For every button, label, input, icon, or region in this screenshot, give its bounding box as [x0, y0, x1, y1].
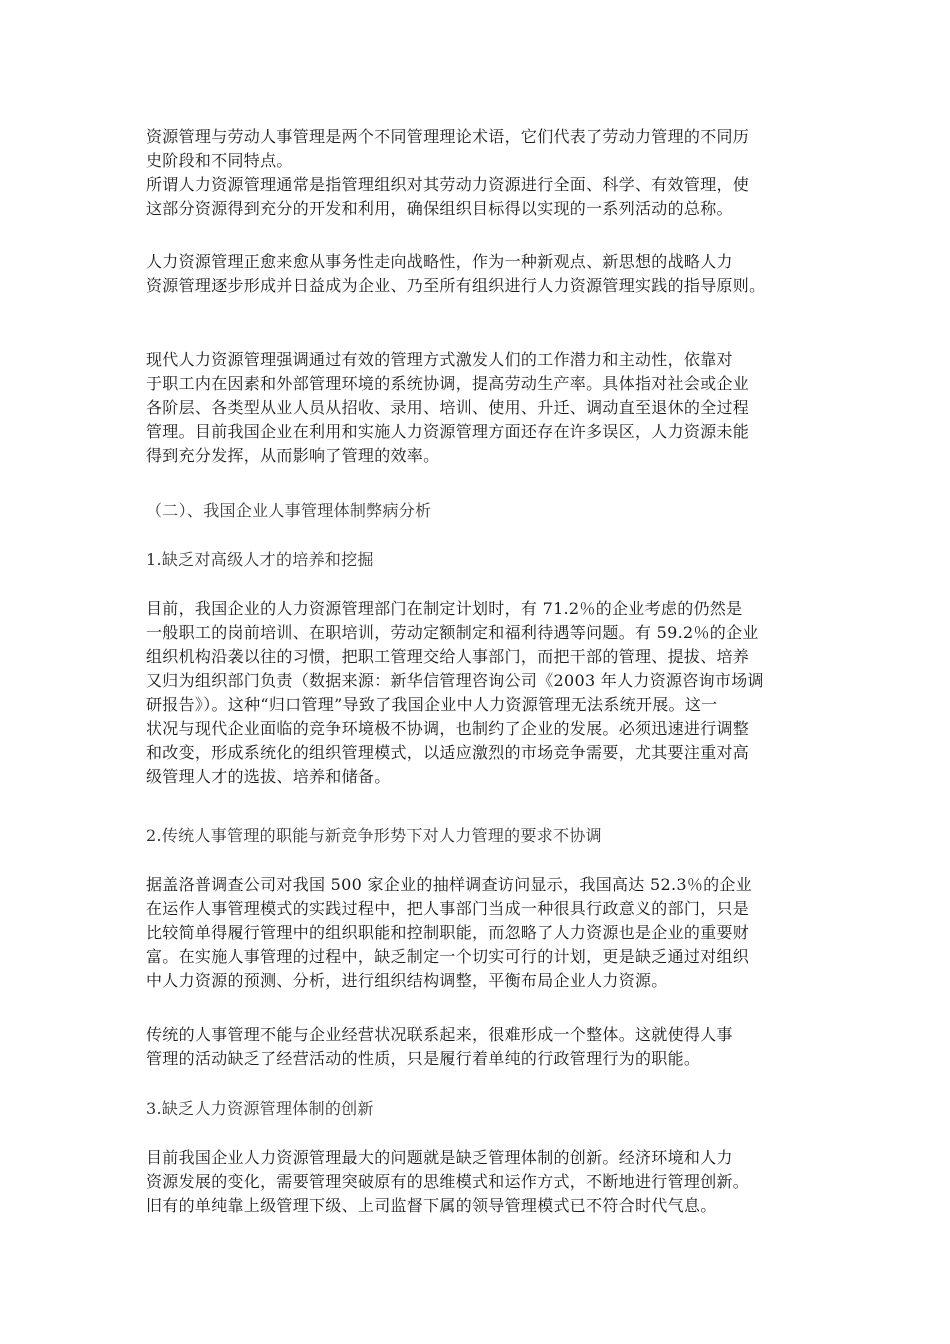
paragraph-traditional: 传统的人事管理不能与企业经营状况联系起来，很难形成一个整体。这就使得人事 管理的活动缺乏了经营活动的性质，只是履行着单纯的行政管理行为的职能。 — [146, 1025, 733, 1068]
paragraph-strategic-hrm: 人力资源管理正愈来愈从事务性走向战略性，作为一种新观点、新思想的战略人力 资源管理逐步形成并日益成为企业、乃至所有组织进行人力资源管理实践的指导原则。 — [146, 252, 766, 295]
section-heading-2: （二）、我国企业人事管理体制弊病分析 — [146, 501, 432, 520]
paragraph-modern-hrm: 现代人力资源管理强调通过有效的管理方式激发人们的工作潜力和主动性，依靠对 于职工内在因素和外部管理环境的系统协调，提高劳动生产率。具体指对社会或企业 各阶层、各类型从业人员从招收、录用、培训、使用、升迁、调动直至退休的全过程 管理。目前我国企业在利用和实施人力资源管理方面还存在许多误区，人力资源未能 得到充分发挥，从而影响了管理的效率。 — [146, 350, 750, 465]
subheading-3: 3.缺乏人力资源管理体制的创新 — [146, 1099, 374, 1118]
paragraph-innovation: 目前我国企业人力资源管理最大的问题就是缺乏管理体制的创新。经济环境和人力 资源发展的变化，需要管理突破原有的思维模式和运作方式，不断地进行管理创新。 旧有的单纯靠上级管理下级、上司监督下属的领导管理模式已不符合时代气息。 — [146, 1148, 750, 1215]
paragraph-intro: 资源管理与劳动人事管理是两个不同管理理论术语，它们代表了劳动力管理的不同历 史阶段和不同特点。 所谓人力资源管理通常是指管理组织对其劳动力资源进行全面、科学、有效管理，使 这部分资源得到充分的开发和利用，确保组织目标得以实现的一系列活动的总称。 — [146, 127, 750, 218]
paragraph-gallup: 据盖洛普调查公司对我国 500 家企业的抽样调查访问显示，我国高达 52.3％的企业 在运作人事管理模式的实践过程中，把人事部门当成一种很具行政意义的部门，只是 比较简单得履行管理中的组织职能和控制职能，而忽略了人力资源也是企业的重要财 富。在实施人事管理的过程中，缺乏制定一个切实可行的计划，更是缺乏通过对组织 中人力资源的预测、分析，进行组织结构调整，平衡布局企业人力资源。 — [146, 875, 753, 990]
subheading-2: 2.传统人事管理的职能与新竞争形势下对人力管理的要求不协调 — [146, 826, 602, 845]
subheading-1: 1.缺乏对高级人才的培养和挖掘 — [146, 550, 374, 569]
paragraph-talent: 目前，我国企业的人力资源管理部门在制定计划时，有 71.2％的企业考虑的仍然是 一般职工的岗前培训、在职培训，劳动定额制定和福利待遇等问题。有 59.2％的企业 组织机构沿袭以往的习惯，把职工管理交给人事部门，而把干部的管理、提拔、培养 又归为组织部门负责（数据来源：新华信管理咨询公司《2003 年人力资源咨询市场调 研报告》）。这种“归口管理”导致了我国企业中人力资源管理无法系统开展。这一 状况与现代企业面临的竞争环境极不协调，也制约了企业的发展。必须迅速进行调整 和改变，形成系统化的组织管理模式，以适应激烈的市场竞争需要，尤其要注重对高 级管理人才的选拔、培养和储备。 — [146, 599, 764, 786]
